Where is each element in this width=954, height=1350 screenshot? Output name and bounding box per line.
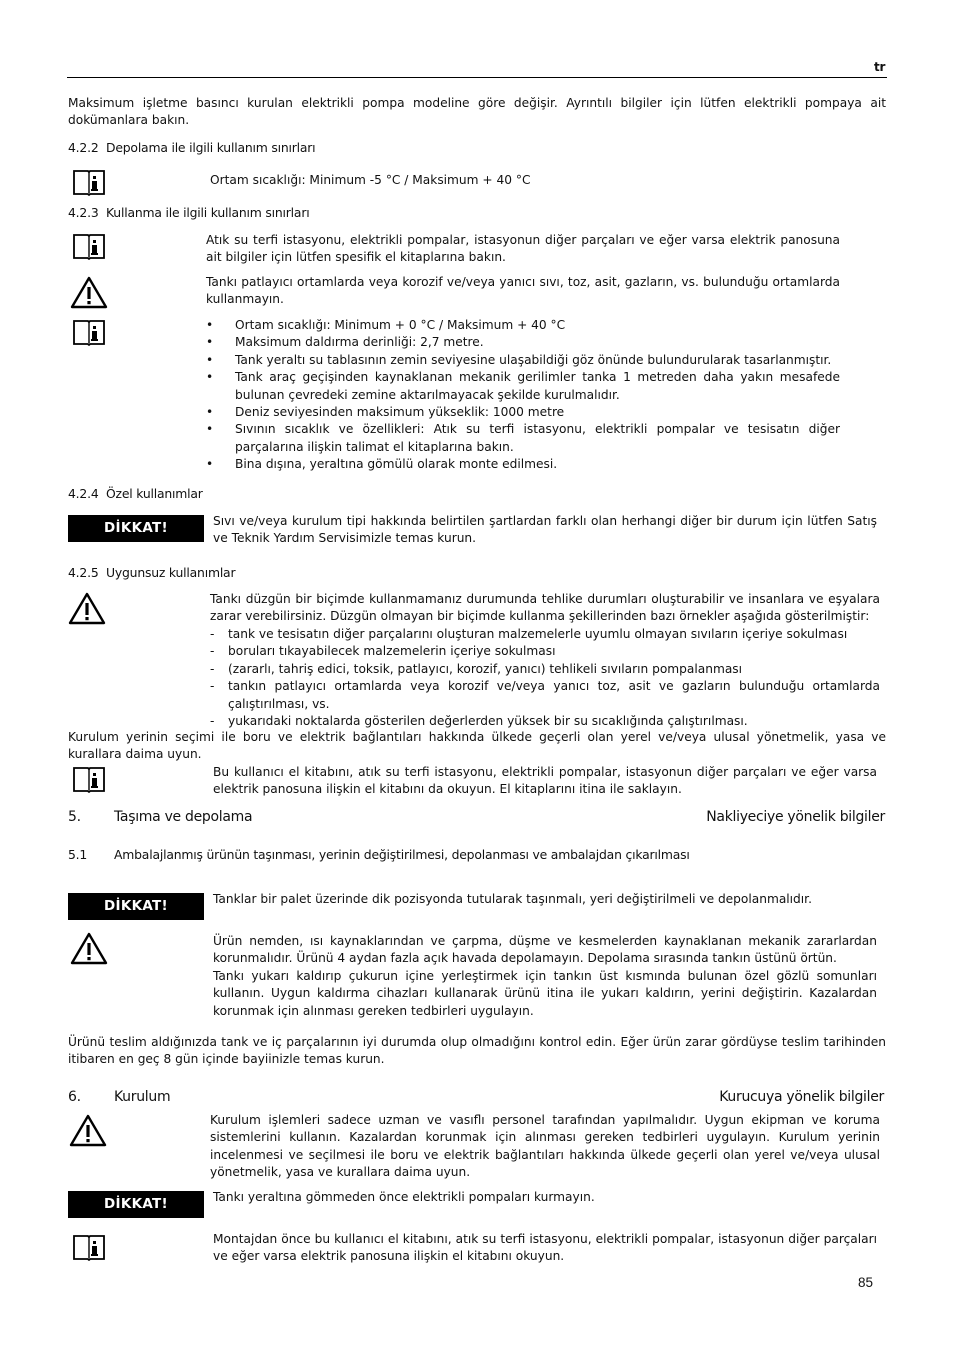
list-item: - yukarıdaki noktalarda gösterilen değerlerden yüksek bir su sıcaklığında çalıştırılması.	[210, 714, 748, 729]
section-4-2-2-title: 4.2.2 Depolama ile ilgili kullanım sınırları	[68, 140, 316, 155]
list-item: - tank ve tesisatın diğer parçalarını oluşturan malzemelerle uyumlu olmayan sıvıların içeriye sokulması	[210, 627, 848, 641]
list-item: • Tank araç geçişinden kaynaklanan mekanik gerilimler tanka 1 metreden daha yakın mesafede bulunan çevredeki zemine aktarılmayacak şekilde kurulmalıdır.	[206, 370, 840, 402]
warning-icon	[70, 275, 108, 309]
list-item: • Deniz seviyesinden maksimum yükseklik: 1000 metre	[206, 405, 565, 420]
list-item: • Maksimum daldırma derinliği: 2,7 metre.	[206, 335, 484, 350]
pump-installation-caution: Tankı yeraltına gömmeden önce elektrikli pompaları kurmayın.	[213, 1190, 595, 1204]
manual-reference-text: Atık su terfi istasyonu, elektrikli pompalar, istasyonun diğer parçaları ve eğer varsa elektrik panosuna ait bilgiler için lütfen spesifik el kitaplarına bakın.	[206, 233, 840, 265]
caution-label: DİKKAT!	[68, 893, 204, 920]
language-code: tr	[874, 60, 886, 74]
section-5-1-title: Ambalajlanmış ürünün taşınması, yerinin değiştirilmesi, depolanması ve ambalajdan çıkarılması	[114, 847, 690, 862]
manual-icon	[72, 168, 106, 196]
regulations-paragraph: Kurulum yerinin seçimi ile boru ve elektrik bağlantıları hakkında ülkede geçerli olan yerel ve/veya ulusal yönetmelik, yasa ve kurallara daima uyun.	[68, 730, 886, 762]
special-use-text: Sıvı ve/veya kurulum tipi hakkında belirtilen şartlardan farklı olan herhangi diğer bir durum için lütfen Satış ve Teknik Yardım Servisimizle temas kurun.	[213, 514, 877, 546]
section-6-number: 6.	[68, 1089, 81, 1105]
storage-protection-text: Ürün nemden, ısı kaynaklarından ve çarpma, düşme ve kesmelerden kaynaklanan mekanik zararlardan korunmalıdır. Ürünü 4 aydan fazla açık havada depolamayın. Depolama sırasında tankın üstünü örtün.	[213, 934, 877, 966]
header-rule	[67, 77, 887, 78]
list-item: • Bina dışına, yeraltına gömülü olarak monte edilmesi.	[206, 457, 558, 472]
pre-assembly-manual-text: Montajdan önce bu kullanıcı el kitabını, atık su terfi istasyonu, elektrikli pompalar, istasyonun diğer parçaları ve eğer varsa elektrik panosuna ilişkin el kitabını okuyun.	[213, 1232, 877, 1264]
caution-label: DİKKAT!	[68, 515, 204, 542]
improper-use-intro: Tankı düzgün bir biçimde kullanmamanız durumunda tehlike durumları oluşturabilir ve insanlara ve eşyalara zarar verebilirsiniz. Düzgün olmayan bir biçimde kullanma şekillerinden bazı örnekler aşağıda gösterilmiştir:	[210, 592, 880, 624]
transport-caution-text: Tanklar bir palet üzerinde dik pozisyonda tutularak taşınmalı, yeri değiştirilmeli ve depolanmalıdır.	[213, 892, 812, 906]
manual-icon	[72, 765, 106, 793]
list-item: • Tank yeraltı su tablasının zemin seviyesine ulaşabildiği göz önünde bulundurularak tasarlanmıştır.	[206, 352, 832, 367]
page-number: 85	[858, 1275, 874, 1290]
installation-warning-text: Kurulum işlemleri sadece uzman ve vasıflı personel tarafından yapılmalıdır. Uygun ekipman ve koruma sistemlerini kullanın. Kazalardan korunmak için alınması gereken tedbirleri uygulayın. Kurulum yerinin incelenmesi ve seçilmesi ile boru ve elektrik bağlantıları hakkında ülkede geçerli olan yerel ve/veya ulusal yönetmelik, yasa ve kurallara daima uyun.	[210, 1113, 880, 1180]
section-6-audience: Kurucuya yönelik bilgiler	[719, 1089, 884, 1105]
read-manuals-text: Bu kullanıcı el kitabını, atık su terfi istasyonu, elektrikli pompalar, istasyonun diğer parçaları ve eğer varsa elektrik panosuna ilişkin el kitabını da okuyun. El kitaplarını itina ile saklayın.	[213, 765, 877, 797]
intro-paragraph: Maksimum işletme basıncı kurulan elektrikli pompa modeline göre değişir. Ayrıntılı bilgiler için lütfen elektrikli pompaya ait dokümanlara bakın.	[68, 96, 886, 128]
improper-use-list	[210, 626, 880, 730]
section-4-2-4-title: 4.2.4 Özel kullanımlar	[68, 486, 203, 501]
section-5-audience: Nakliyeciye yönelik bilgiler	[706, 809, 885, 825]
section-5-title: Taşıma ve depolama	[114, 809, 253, 825]
caution-label: DİKKAT!	[68, 1191, 204, 1218]
warning-icon	[68, 591, 106, 625]
explosive-environment-warning: Tankı patlayıcı ortamlarda veya korozif ve/veya yanıcı sıvı, toz, asit, gazların, vs. bulunduğu ortamlarda kullanmayın.	[206, 275, 840, 307]
section-4-2-5-title: 4.2.5 Uygunsuz kullanımlar	[68, 565, 236, 580]
section-6-title: Kurulum	[114, 1089, 171, 1105]
list-item: • Sıvının sıcaklık ve özellikleri: Atık su terfi istasyonu, elektrikli pompalar ve tesisatın diğer parçalarına ilişkin talimat el kitaplarına bakın.	[206, 422, 840, 454]
list-item: • Ortam sıcaklığı: Minimum + 0 °C / Maksimum + 40 °C	[206, 318, 566, 332]
manual-icon	[72, 318, 106, 346]
storage-temperature-text: Ortam sıcaklığı: Minimum -5 °C / Maksimum + 40 °C	[210, 173, 531, 187]
warning-icon	[70, 931, 108, 965]
list-item: - tankın patlayıcı ortamlarda veya korozif ve/veya yanıcı toz, asit ve gazların bulunduğu ortamlarda çalıştırılması, vs.	[210, 679, 880, 711]
lifting-instructions-text: Tankı yukarı kaldırıp çukurun içine yerleştirmek için tankın üst kısmında bulunan özel gözlü somunları kullanın. Uygun kaldırma cihazları kullanarak ürünü itina ile yukarı kaldırın, yerini değiştirin. Kazalardan korunmak için alınması gereken tedbirleri uygulayın.	[213, 969, 877, 1018]
section-4-2-3-title: 4.2.3 Kullanma ile ilgili kullanım sınırları	[68, 205, 310, 220]
manual-icon	[72, 232, 106, 260]
warning-icon	[69, 1113, 107, 1147]
section-5-1-number: 5.1	[68, 847, 88, 862]
section-5-number: 5.	[68, 809, 81, 825]
usage-limits-list	[206, 317, 840, 474]
manual-icon	[72, 1233, 106, 1261]
list-item: - boruları tıkayabilecek malzemelerin içeriye sokulması	[210, 644, 556, 659]
list-item: - (zararlı, tahriş edici, toksik, patlayıcı, korozif, yanıcı) tehlikeli sıvıların pompalanması	[210, 661, 743, 676]
delivery-check-paragraph: Ürünü teslim aldığınızda tank ve iç parçalarının iyi durumda olup olmadığını kontrol edin. Eğer ürün zarar gördüyse teslim tarihinden itibaren en geç 8 gün içinde bayiinizle temas kurun.	[68, 1035, 886, 1067]
